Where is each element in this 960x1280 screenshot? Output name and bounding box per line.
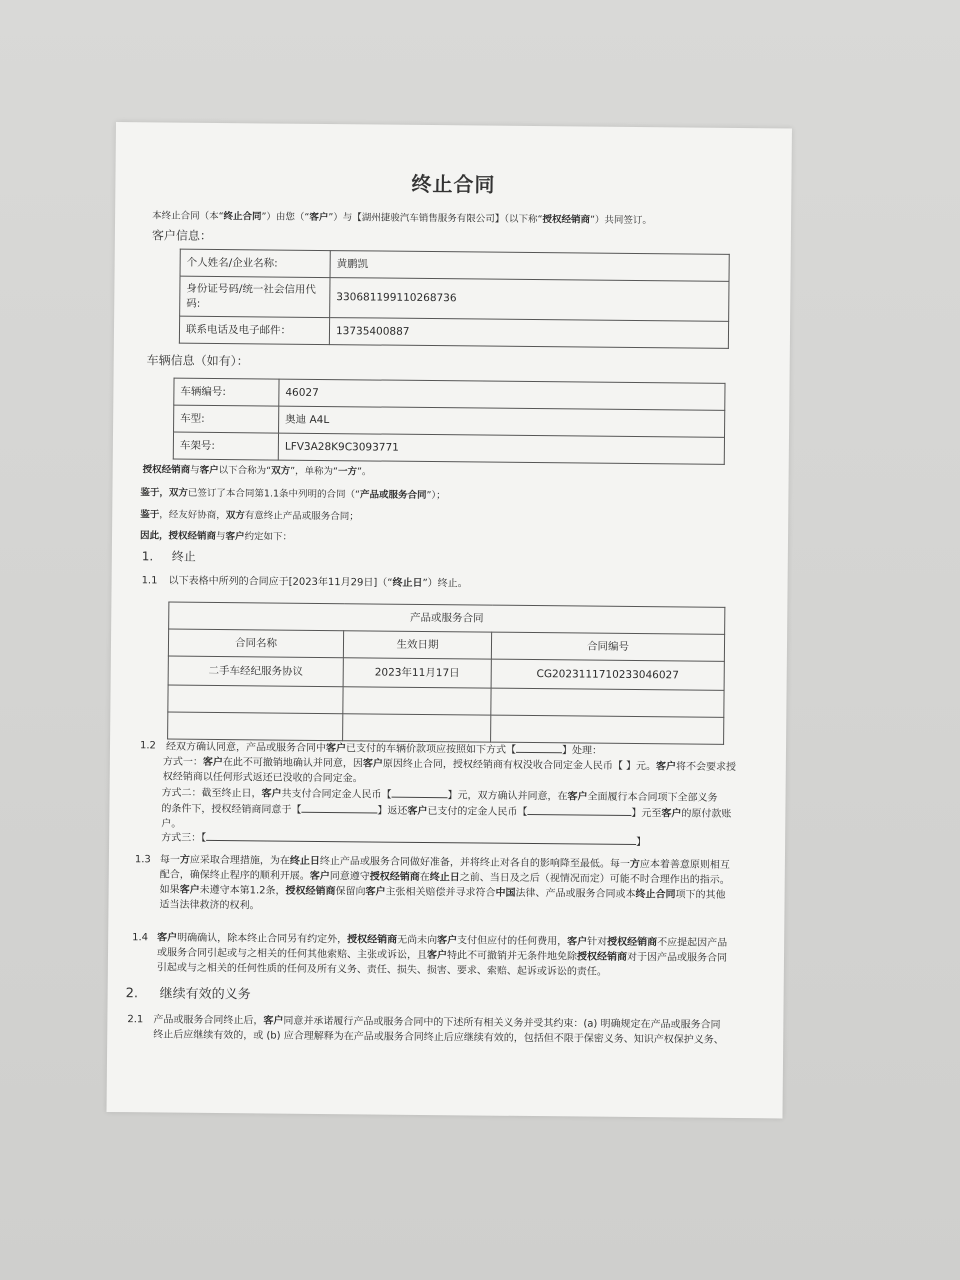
intro-text-4: ”）共同签订。 xyxy=(589,214,652,227)
vehicle-number-label: 车辆编号: xyxy=(174,378,279,406)
c21-l2: 终止后应继续有效的，或 (b) 应合理解释为在产品或服务合同终止后应继续有效的，包括但不限于保密义务、知识产权保护义务、 xyxy=(153,1029,724,1046)
c12-lead-2: 已支付的车辆价款项应按照如下方式【 xyxy=(345,743,517,756)
recital-1-bold-3: 双方 xyxy=(271,465,291,477)
recital-3-text-1: ，经友好协商， xyxy=(159,509,226,522)
method-blank[interactable] xyxy=(516,742,562,753)
clause-1-3-text xyxy=(159,852,770,918)
c13-l1-e: 终止产品或服务合同做好准备，并将终止对各自的影响降至最低。每一 xyxy=(319,855,630,870)
empty-cell xyxy=(343,714,491,742)
customer-id-value: 330681199110268736 xyxy=(330,278,729,322)
vehicle-model-value: 奥迪 A4L xyxy=(279,406,725,437)
recital-therefore xyxy=(140,528,292,544)
recital-4-text-2: 约定如下： xyxy=(244,531,293,543)
c14-l1-c: 授权经销商 xyxy=(347,934,398,946)
empty-cell xyxy=(491,688,724,717)
c12-w2-i: 客户 xyxy=(407,805,428,818)
paper-sheet xyxy=(106,122,791,1118)
vehicle-vin-value: LFV3A28K9C3093771 xyxy=(278,433,724,464)
clause-2-1-text xyxy=(153,1012,769,1048)
contract-table-caption: 产品或服务合同 xyxy=(169,602,725,634)
clause-1-1-text-2: ”）终止。 xyxy=(422,577,468,590)
recital-2-text-2: ”）； xyxy=(426,489,446,502)
c21-l1-b: 客户 xyxy=(263,1015,284,1027)
c13-l1-b: 方 xyxy=(179,854,190,866)
refund-date-blank[interactable] xyxy=(301,802,377,814)
c12-w2-g: 的条件下，授权经销商同意于【 xyxy=(161,803,302,816)
contract-number-cell: CG2023111710233046027 xyxy=(491,659,724,690)
section-2-title: 继续有效的义务 xyxy=(159,986,251,1003)
c13-l4: 适当法律救济的权利。 xyxy=(159,899,260,912)
c13-l1-f: 方 xyxy=(629,858,640,871)
c12-w3-a: 方式三：【 xyxy=(161,832,207,844)
c12-w1-h: 权经销商以任何形式返还已没收的合同定金。 xyxy=(162,771,363,785)
section-1-title: 终止 xyxy=(171,549,196,564)
c14-l1-j: 不应提起因产品 xyxy=(657,937,728,949)
c12-lead-1: 经双方确认同意，产品或服务合同中 xyxy=(165,741,327,755)
c14-l2-a: 或服务合同引起或与之相关的任何其他索赔、主张或诉讼，且 xyxy=(156,947,428,962)
clause-1-4-text xyxy=(157,930,769,981)
c14-l1-f: 支付但应付的任何费用， xyxy=(457,935,568,948)
empty-cell xyxy=(343,687,491,715)
c14-l2-c: 特此不可撤销并无条件地免除 xyxy=(446,950,578,963)
clause-1-4-number: 1.4 xyxy=(132,932,149,944)
c14-l1-h: 针对 xyxy=(587,936,608,948)
c12-w2-c: 共支付合同定金人民币【 xyxy=(281,788,392,801)
contract-header-number: 合同编号 xyxy=(491,632,724,661)
customer-contact-label: 联系电话及电子邮件： xyxy=(179,316,329,344)
vehicle-number-value: 46027 xyxy=(279,379,725,410)
recital-2-bold-2: 产品或服务合同 xyxy=(359,489,427,501)
c12-w2-a: 方式二：截至终止日， xyxy=(161,787,262,800)
c13-l3-j: 终止合同 xyxy=(635,889,676,901)
c14-l1-d: 无尚未向 xyxy=(397,934,438,947)
c14-l3: 引起或与之相关的任何性质的任何及所有义务、责任、损失、损害、要求、索赔、起诉或诉讼的责任。 xyxy=(156,962,607,978)
customer-id-label: 身份证号码/统一社会信用代码: xyxy=(180,276,330,317)
c12-w2-h: 】返还 xyxy=(377,805,408,817)
c12-w1-g: 将不会要求授 xyxy=(675,761,737,773)
recital-1-bold-1: 授权经销商 xyxy=(142,464,191,476)
c13-l2-a: 配合，确保终止程序的顺利开展。 xyxy=(159,869,310,882)
c13-l3-k: 项下的其他 xyxy=(675,889,726,901)
empty-cell xyxy=(491,715,724,744)
clause-2-1-number: 2.1 xyxy=(127,1014,144,1026)
c14-l2-e: 对于因产品或服务合同 xyxy=(626,951,728,964)
c12-w1-f: 客户 xyxy=(655,761,677,773)
c12-lead-bold: 客户 xyxy=(325,743,347,755)
c14-l1-i: 授权经销商 xyxy=(607,936,658,949)
intro-bold-1: 终止合同 xyxy=(223,211,262,223)
customer-name-value: 黄鹏凯 xyxy=(330,251,729,282)
c13-l1-d: 终止日 xyxy=(289,855,320,867)
customer-heading: 客户信息： xyxy=(151,228,212,243)
recital-2-bold-1: 鉴于，双方 xyxy=(140,487,189,499)
c13-l3-b: 客户 xyxy=(179,884,200,896)
recital-whereas-2 xyxy=(140,507,359,524)
empty-cell xyxy=(168,685,343,714)
c13-l1-a: 每一 xyxy=(159,854,180,866)
intro-bold-3: 授权经销商 xyxy=(542,214,591,226)
clause-1-1-text-1: 以下表格中所列的合同应于[2023年11月29日]（“ xyxy=(168,575,393,589)
vehicle-row-vin xyxy=(173,432,724,464)
c13-l1-g: 应本着善意原则相互 xyxy=(639,859,730,871)
c12-w1-d: 客户 xyxy=(362,758,383,770)
document-title: 终止合同 xyxy=(411,171,496,197)
intro-text-1: 本终止合同（本“ xyxy=(152,210,224,223)
c14-l1-e: 客户 xyxy=(437,935,458,947)
c12-w2-n: 户。 xyxy=(161,818,182,830)
recital-1-bold-4: 一方 xyxy=(337,466,358,478)
customer-name-label: 个人姓名/企业名称: xyxy=(180,249,330,277)
document-content xyxy=(106,122,791,1118)
c13-l3-d: 授权经销商 xyxy=(285,885,336,898)
clause-1-1-text xyxy=(169,574,468,592)
c12-w2-m: 的原付款账 xyxy=(681,808,732,820)
c12-w1-a: 方式一： xyxy=(162,756,203,768)
deposit-amount-blank[interactable] xyxy=(392,787,448,799)
c13-l2-b: 客户 xyxy=(309,870,330,883)
c14-l1-g: 客户 xyxy=(567,936,588,948)
c12-w2-f: 全面履行本合同项下全部义务 xyxy=(587,791,718,804)
intro-paragraph xyxy=(152,208,652,228)
c13-l2-g: 之前、当日及之后（视情况而定）可能不时合理作出的指示。 xyxy=(459,872,730,886)
recital-1-text-4: ”。 xyxy=(356,466,372,478)
recital-1-text-3: ”，单称为“ xyxy=(290,465,339,478)
section-1-number: 1. xyxy=(141,549,154,564)
refund-amount-blank[interactable] xyxy=(527,804,631,816)
clause-1-3-number: 1.3 xyxy=(134,854,151,866)
c12-w2-d: 】元，双方确认并同意，在 xyxy=(447,790,568,803)
c12-w3-b: 】 xyxy=(636,837,647,849)
vehicle-model-label: 车型: xyxy=(174,405,279,433)
contract-name-cell: 二手车经纪服务协议 xyxy=(168,656,343,687)
vehicle-table xyxy=(173,378,726,465)
c12-w1-e: 原因终止合同，授权经销商有权没收合同定金人民币【 】元。 xyxy=(382,758,657,773)
c12-w1-c: 在此不可撤销地确认并同意，因 xyxy=(222,757,363,770)
clause-1-1-bold: 终止日 xyxy=(392,577,423,589)
c13-l2-f: 终止日 xyxy=(429,872,460,884)
recital-1-text-2: 以下合称为“ xyxy=(218,465,272,477)
recital-3-bold-2: 双方 xyxy=(225,510,245,522)
c21-l1-a: 产品或服务合同终止后， xyxy=(153,1014,264,1027)
c13-l3-c: 未遵守本第1.2条， xyxy=(199,884,286,897)
c12-w2-b: 客户 xyxy=(261,788,282,800)
contract-header-date: 生效日期 xyxy=(343,631,491,659)
contract-header-name: 合同名称 xyxy=(168,629,343,658)
c13-l3-e: 保留向 xyxy=(335,886,366,898)
recital-whereas-1 xyxy=(140,485,445,503)
contract-table xyxy=(167,602,725,745)
c14-l1-a: 客户 xyxy=(157,932,178,944)
recital-parties xyxy=(143,462,372,479)
intro-text-3: ”）与【湖州捷骏汽车销售服务有限公司】（以下称“ xyxy=(328,212,543,226)
customer-table xyxy=(179,249,730,349)
c12-w2-j: 已支付的定金人民币【 xyxy=(427,806,528,818)
recital-3-text-2: 有意终止产品或服务合同； xyxy=(244,510,359,523)
c13-l3-g: 主张相关赔偿并寻求符合 xyxy=(385,886,496,899)
section-2-number: 2. xyxy=(125,986,139,1002)
c13-l1-c: 应采取合理措施，为在 xyxy=(189,854,290,867)
c14-l1-b: 明确确认，除本终止合同另有约定外， xyxy=(177,932,348,946)
clause-1-2-number: 1.2 xyxy=(139,740,156,752)
recital-4-text-1: 与 xyxy=(215,530,226,543)
c12-w2-k: 】元至 xyxy=(631,807,662,820)
vehicle-vin-label: 车架号: xyxy=(173,432,278,460)
c13-l3-h: 中国 xyxy=(495,887,516,899)
contract-date-cell: 2023年11月17日 xyxy=(343,658,491,688)
empty-cell xyxy=(168,712,343,741)
c12-w2-e: 客户 xyxy=(567,791,588,803)
recital-3-bold-1: 鉴于 xyxy=(140,509,160,521)
vehicle-heading: 车辆信息（如有）： xyxy=(146,353,249,369)
c12-lead-3: 】处理： xyxy=(561,745,603,757)
c14-l2-b: 客户 xyxy=(426,950,448,962)
recital-1-bold-2: 客户 xyxy=(199,464,219,477)
customer-contact-value: 13735400887 xyxy=(329,318,728,349)
c12-w2-l: 客户 xyxy=(661,808,682,820)
c13-l3-i: 法律、产品或服务合同或本 xyxy=(515,887,636,901)
intro-bold-2: 客户 xyxy=(309,211,329,224)
c21-l1-c: 同意并承诺履行产品或服务合同中的下述所有相关义务并受其约束：(a) 明确规定在产品或服务合同 xyxy=(283,1015,721,1031)
c13-l3-a: 如果 xyxy=(159,884,180,896)
customer-row-id xyxy=(180,276,729,321)
c13-l3-f: 客户 xyxy=(365,886,386,898)
c13-l2-c: 同意遵守 xyxy=(329,871,370,883)
customer-row-contact xyxy=(179,316,728,348)
c13-l2-d: 授权经销商 xyxy=(369,871,420,883)
recital-2-text-1: 已签订了本合同第1.1条中列明的合同（“ xyxy=(187,487,361,501)
intro-text-2: ”）由您（“ xyxy=(261,211,310,223)
recital-1-text-1: 与 xyxy=(190,464,200,476)
c14-l2-d: 授权经销商 xyxy=(576,951,628,963)
clause-1-1-number: 1.1 xyxy=(141,575,158,587)
recital-4-bold-1: 因此，授权经销商 xyxy=(139,530,217,542)
recital-4-bold-2: 客户 xyxy=(225,531,245,543)
c13-l2-e: 在 xyxy=(419,871,430,884)
c12-w1-b: 客户 xyxy=(202,756,223,769)
